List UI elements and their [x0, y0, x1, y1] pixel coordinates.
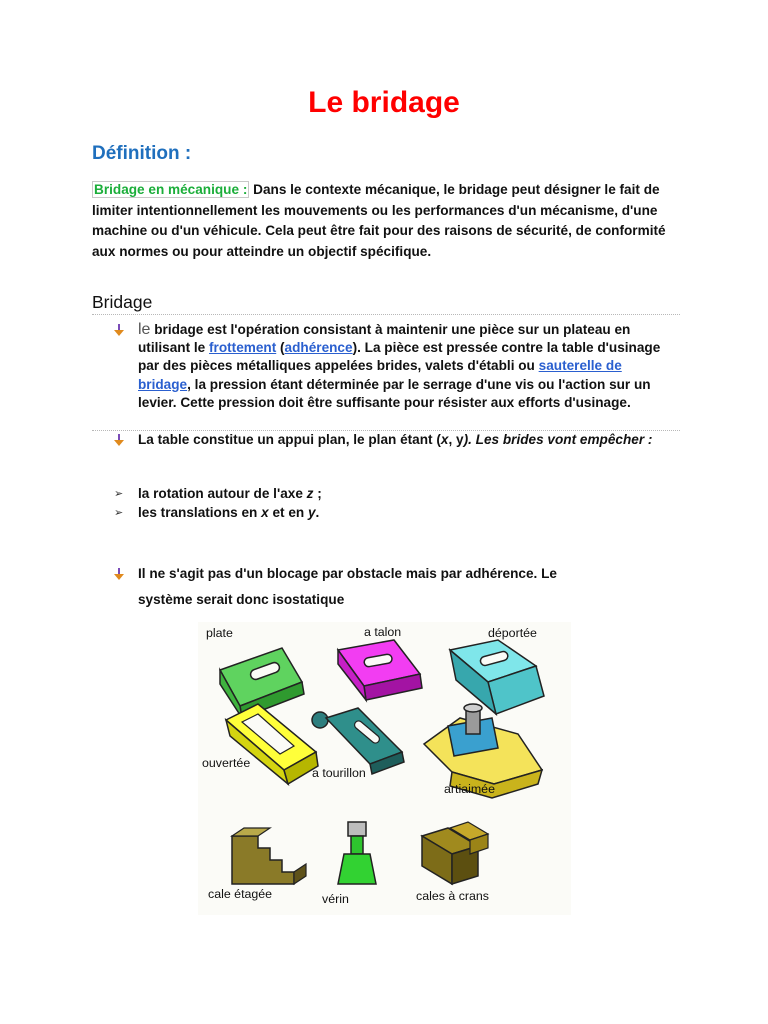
stepped-block-shape	[232, 828, 306, 884]
sub-item-text	[138, 485, 322, 503]
bullet-lead-word: le	[138, 321, 151, 338]
screw-jack-shape	[338, 822, 376, 884]
definition-heading: Définition :	[92, 143, 192, 164]
sub-item-part: ;	[313, 486, 322, 501]
bullet-text-part: La table constitue un appui plan, le plan étant (	[138, 432, 441, 447]
bullet-text-part: ).	[463, 432, 472, 447]
trunnion-clamp-shape	[312, 708, 404, 774]
label-plate: plate	[206, 626, 233, 640]
definition-paragraph	[92, 180, 682, 262]
definition-term: Bridage en mécanique :	[94, 182, 248, 197]
variable-y: y	[307, 505, 316, 520]
open-clamp-shape	[226, 704, 318, 784]
definition-text: Dans le contexte mécanique, le bridage peut désigner le fait de limiter intentionnellement les mouvements ou les performances d'un mécanisme, d'une machine ou d'un véhicule. Cela peut être fait pour des raisons de sécurité, de conformité aux normes ou pour atteindre un objectif spécifique.	[92, 182, 666, 259]
label-ouvertee: ouvertée	[202, 756, 251, 770]
notched-blocks-shape	[422, 822, 488, 884]
section-divider	[92, 314, 680, 315]
bullet-text-part: , la pression étant déterminée par le serrage d'une vis ou l'action sur un levier. Cette pression doit être suffisante pour résister aux efforts d'usinage.	[138, 376, 651, 410]
down-arrow-bullet-icon	[114, 324, 124, 336]
link-frottement[interactable]: frottement	[209, 340, 277, 356]
link-adherence[interactable]: adhérence	[284, 340, 353, 356]
sub-item-part: .	[315, 505, 320, 520]
sub-item-part: la rotation autour de l'axe	[138, 486, 307, 501]
label-a-tourillon: a tourillon	[312, 766, 366, 780]
page-title: Le bridage	[308, 86, 460, 119]
chevron-right-icon: ➢	[114, 507, 124, 519]
label-artiaimee: artiaimée	[444, 782, 495, 796]
label-cale-etagee: cale étagée	[208, 887, 273, 901]
sub-item-part: et en	[268, 505, 308, 520]
variable-y: y	[456, 432, 464, 447]
bullet-text-line: système serait donc isostatique	[138, 592, 345, 608]
bullet-text	[138, 321, 678, 412]
label-deportee: déportée	[488, 626, 537, 640]
heel-clamp-shape	[338, 640, 422, 700]
clamp-types-figure	[198, 622, 571, 915]
variable-x: x	[261, 505, 269, 520]
bullet-text	[138, 565, 678, 609]
link-sauterelle-de-bridage[interactable]: sauterelle de bridage	[138, 358, 622, 392]
bullet-text-part: ,	[448, 432, 456, 447]
bullet-text-part: ). La pièce est pressée contre la table d'usinage par des pièces métalliques appelées brides, valets d'établi ou	[138, 340, 661, 374]
bullet-italic-text: Les brides vont empêcher :	[471, 432, 653, 447]
section-heading: Bridage	[92, 292, 153, 312]
sub-item-part: les translations en	[138, 505, 262, 520]
variable-z: z	[306, 486, 314, 501]
down-arrow-bullet-icon	[114, 434, 124, 446]
down-arrow-bullet-icon	[114, 568, 124, 580]
sub-item-text	[138, 504, 319, 522]
label-verin: vérin	[322, 892, 349, 906]
bullet-text-part: (	[276, 340, 285, 356]
chevron-right-icon: ➢	[114, 488, 124, 500]
offset-clamp-shape	[450, 640, 544, 714]
label-a-talon: a talon	[364, 625, 402, 639]
clamp-types-illustration	[198, 622, 571, 915]
label-cales-a-crans: cales à crans	[416, 889, 490, 903]
bullet-text-part: bridage est l'opération consistant à maintenir une pièce sur un plateau en utilisant le	[138, 322, 631, 356]
bullet-text-line: Il ne s'agit pas d'un blocage par obstacle mais par adhérence. Le	[138, 566, 557, 581]
bullet-text	[138, 431, 678, 449]
variable-x: x	[440, 432, 449, 447]
